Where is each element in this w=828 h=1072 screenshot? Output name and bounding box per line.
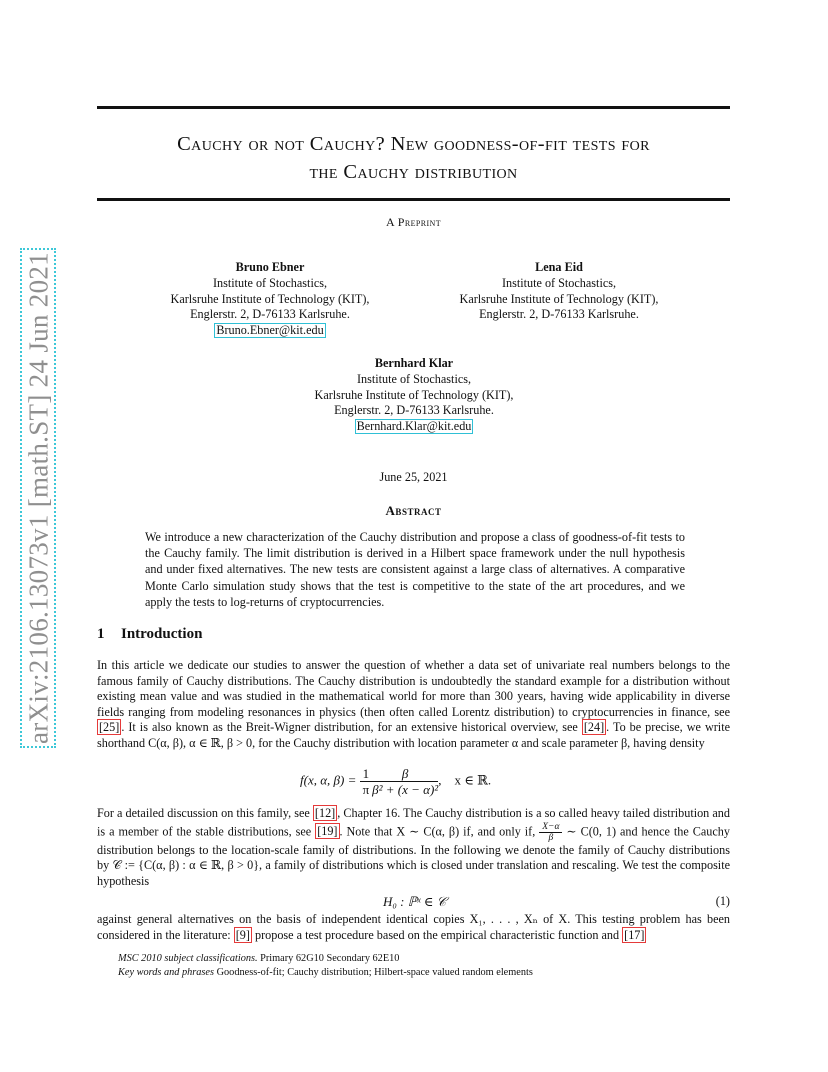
fraction-denominator: β — [548, 832, 554, 843]
arxiv-identifier: arXiv:2106.13073v1 [math.ST] 24 Jun 2021 — [23, 252, 54, 744]
citation-link[interactable]: [17] — [624, 927, 645, 942]
fraction-denominator: π — [362, 782, 370, 797]
text-run: For a detailed discussion on this family, see — [97, 806, 313, 820]
paper-date: June 25, 2021 — [379, 470, 448, 484]
text-run: propose a test procedure based on the empirical characteristic function and — [251, 927, 623, 942]
arxiv-sidebar[interactable] — [17, 248, 61, 750]
keywords-text: Goodness-of-fit; Cauchy distribution; Hilbert-space valued random elements — [214, 966, 533, 978]
inline-fraction — [539, 822, 562, 843]
hypothesis-h0: H₀ : ℙˣ ∈ 𝒞 — [383, 894, 447, 909]
citation-link[interactable]: [25] — [99, 720, 120, 735]
author-block-eid — [428, 260, 690, 323]
text-run: , Chapter 16. The Cauchy distribution is a so called heavy tailed distribution and is a member of the stable distributions, see — [97, 806, 730, 838]
fraction-one-over-pi — [360, 766, 373, 797]
author-affiliation: Institute of Stochastics, — [501, 275, 617, 290]
abstract-text: We introduce a new characterization of the Cauchy distribution and propose a class of goodness-of-fit tests to the Cauchy family. The limit distribution is derived in a Hilbert space framework under the null hypothesis and under fixed alternatives. The new tests are consistent against a large class of alternatives. A comparative Monte Carlo simulation study shows that the test is competitive to the state of the art procedures, and we apply the tests to log-returns of cryptocurrencies. — [145, 530, 685, 609]
footnote — [118, 952, 533, 979]
author-name: Lena Eid — [535, 260, 583, 274]
title-top-rule — [97, 106, 730, 109]
text-run: . It is also known as the Breit-Wigner distribution, for an extensive historical overview, see — [121, 720, 582, 735]
msc-label: MSC 2010 subject classifications. — [118, 953, 258, 964]
title-line-2: the Cauchy distribution — [309, 161, 518, 183]
fraction-numerator: X−α — [539, 822, 562, 833]
msc-text: Primary 62G10 Secondary 62E10 — [257, 953, 400, 964]
preprint-label: A Preprint — [385, 215, 441, 229]
author-address: Englerstr. 2, D-76133 Karlsruhe. — [334, 403, 494, 418]
intro-paragraph-1 — [97, 658, 730, 752]
author-institution: Karlsruhe Institute of Technology (KIT), — [314, 387, 514, 402]
equation-domain: , x ∈ ℝ. — [438, 772, 492, 788]
author-name: Bernhard Klar — [374, 356, 454, 370]
fraction-numerator: 1 — [360, 766, 373, 782]
author-email-link[interactable]: Bruno.Ebner@kit.edu — [216, 323, 324, 338]
fraction-numerator: β — [372, 766, 438, 782]
footnote-keywords — [118, 966, 533, 980]
text-run: . To be precise, we write shorthand C(α, β), α ∈ ℝ, β > 0, for the Cauchy distribution with location parameter α and scale parameter β, having density — [97, 720, 730, 750]
citation-link[interactable]: [12] — [314, 806, 336, 820]
text-run: In this article we dedicate our studies to answer the question of whether a data set of univariate real numbers belongs to the famous family of Cauchy distributions. The Cauchy distribution is undoubtedly the standard example for a distribution without existing mean value and was studied in the mathematical world for more than 300 years, having wide applicability in diverse fields ranging from modeling resonances in physics (then often called Lorentz distribution) to cryptocurrencies in finance, see — [97, 658, 730, 719]
text-run: against general alternatives on the basis of independent identical copies X₁, . . . , Xₙ of X. This testing problem has been considered in the literature: — [97, 912, 730, 942]
section-number: 1 — [97, 626, 105, 642]
intro-paragraph-2 — [97, 806, 730, 889]
intro-paragraph-3 — [97, 912, 730, 943]
equation-number: (1) — [715, 894, 730, 908]
author-institution: Karlsruhe Institute of Technology (KIT), — [459, 291, 659, 306]
author-block-ebner — [140, 260, 400, 339]
citation-link[interactable]: [9] — [235, 927, 250, 942]
author-block-klar — [284, 356, 544, 435]
fraction-denominator: β² + (x − α)² — [372, 782, 439, 797]
author-address: Englerstr. 2, D-76133 Karlsruhe. — [190, 307, 350, 322]
text-run: . Note that X ∼ C(α, β) if, and only if, — [339, 823, 540, 838]
keywords-label: Key words and phrases — [118, 966, 215, 978]
citation-link[interactable]: [24] — [583, 720, 605, 735]
title-line-1: Cauchy or not Cauchy? New goodness-of-fit tests for — [177, 133, 650, 155]
section-heading — [97, 626, 202, 643]
author-affiliation: Institute of Stochastics, — [212, 275, 328, 290]
citation-link[interactable]: [19] — [317, 823, 338, 838]
footnote-msc — [118, 952, 533, 966]
section-title: Introduction — [121, 626, 203, 642]
text-run: ∼ C(0, 1) and hence the Cauchy distribution belongs to the location-scale family of distributions. In the following we denote the family of Cauchy distributions by 𝒞 := {C(α, β) : α ∈ ℝ, β > 0}, a family of distributions which is closed under translation and rescaling. We test the composite hypothesis — [97, 823, 730, 888]
author-email-link[interactable]: Bernhard.Klar@kit.edu — [356, 419, 472, 434]
author-name: Bruno Ebner — [235, 260, 305, 274]
paper-title — [97, 130, 730, 186]
fraction-beta — [372, 766, 438, 797]
author-institution: Karlsruhe Institute of Technology (KIT), — [170, 291, 370, 306]
title-bottom-rule — [97, 198, 730, 201]
abstract-heading: Abstract — [385, 503, 442, 518]
equation-lhs: f(x, α, β) = — [300, 772, 360, 788]
density-equation — [300, 766, 491, 797]
author-address: Englerstr. 2, D-76133 Karlsruhe. — [479, 307, 639, 322]
author-affiliation: Institute of Stochastics, — [356, 371, 472, 386]
